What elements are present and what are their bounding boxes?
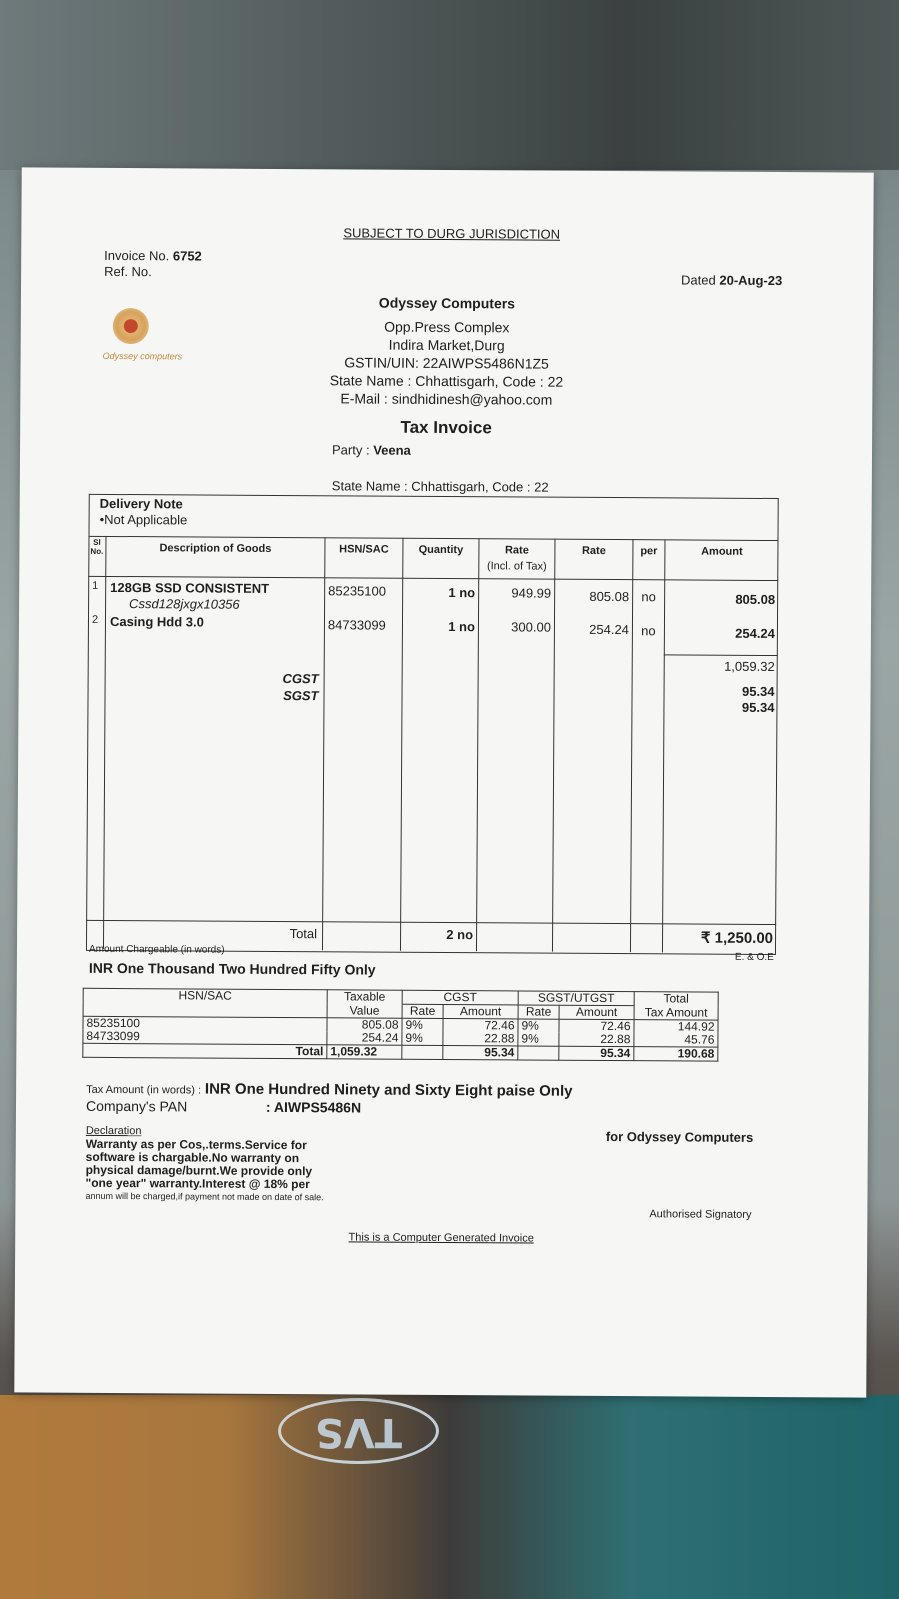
tax-total-row <box>83 1043 718 1061</box>
company-address-1: Opp.Press Complex <box>384 318 510 336</box>
pan-label: Company's PAN <box>85 1097 188 1115</box>
party-label: Party : <box>331 442 370 458</box>
delivery-note <box>100 496 188 529</box>
row1-amount: 805.08 <box>735 591 776 608</box>
sgst-amount: 95.34 <box>741 699 775 716</box>
tax-row1-total: 144.92 <box>634 1020 718 1034</box>
delivery-note-label: Delivery Note <box>99 495 183 512</box>
party <box>332 442 411 457</box>
col-header-rate-incl: Rate <box>504 544 529 557</box>
tax-words-value: INR One Hundred Ninety and Sixty Eight paise Only <box>204 1080 573 1100</box>
sgst-label: SGST <box>283 688 319 704</box>
col-header-quantity: Quantity <box>418 543 464 557</box>
row1-serial: Cssd128jxgx10356 <box>129 596 240 612</box>
row2-rate: 254.24 <box>589 621 629 638</box>
document-title: Tax Invoice <box>400 417 492 438</box>
col-header-sl: Sl No. <box>90 537 104 556</box>
pan-value: : AIWPS5486N <box>265 1098 362 1116</box>
tax-col-total: Total <box>634 992 718 1007</box>
tax-col-sgst-amount: Amount <box>559 1005 634 1019</box>
total-label: Total <box>289 926 318 942</box>
cgst-amount: 95.34 <box>741 683 775 700</box>
tax-row2-hsn: 84733099 <box>83 1030 327 1045</box>
declaration-line-4: "one year" warranty.Interest @ 18% per <box>85 1175 310 1192</box>
background-surface-bottom <box>0 1395 899 1599</box>
tax-col-hsn: HSN/SAC <box>83 988 327 1017</box>
company-name: Odyssey Computers <box>378 294 516 312</box>
tax-row2-cgst-amount: 22.88 <box>443 1032 518 1046</box>
declaration-label: Declaration <box>85 1124 142 1138</box>
tax-row1-cgst-rate: 9% <box>402 1018 443 1032</box>
tax-col-value: Value <box>327 1004 402 1018</box>
tax-row2-total: 45.76 <box>634 1033 718 1047</box>
row2-rate-incl: 300.00 <box>511 619 551 635</box>
subtotal-amount: 1,059.32 <box>724 658 775 675</box>
row2-per: no <box>641 623 656 639</box>
declaration-line-1: Warranty as per Cos,.terms.Service for <box>85 1136 307 1153</box>
row2-amount: 254.24 <box>735 625 775 642</box>
declaration <box>85 1125 324 1204</box>
total-quantity: 2 no <box>446 927 474 943</box>
tax-col-sgst-rate: Rate <box>518 1005 559 1019</box>
footer-text: This is a Computer Generated Invoice <box>348 1231 534 1245</box>
invoice-date <box>681 272 782 288</box>
tax-row1-taxable: 805.08 <box>327 1018 402 1032</box>
tax-col-cgst-rate: Rate <box>402 1004 443 1018</box>
eoe-note: E. & O.E <box>734 951 774 964</box>
background-brand-logo: TVS <box>278 1398 439 1464</box>
row2-hsn: 84733099 <box>327 617 386 633</box>
row1-rate: 805.08 <box>589 588 630 605</box>
col-header-amount: Amount <box>701 545 743 558</box>
tax-row2-sgst-amount: 22.88 <box>559 1033 634 1047</box>
company-email: E-Mail : sindhidinesh@yahoo.com <box>340 390 553 408</box>
tax-summary-table <box>82 988 718 1062</box>
declaration-line-3: physical damage/burnt.We provide only <box>85 1162 313 1179</box>
col-header-description: Description of Goods <box>159 542 272 555</box>
tax-total-taxable: 1,059.32 <box>327 1045 402 1059</box>
company-block <box>20 291 873 410</box>
tax-total-label: Total <box>83 1043 327 1058</box>
tax-col-cgst-amount: Amount <box>443 1004 518 1018</box>
invoice-paper <box>14 167 873 1397</box>
company-pan <box>86 1098 361 1116</box>
tax-row1-cgst-amount: 72.46 <box>443 1018 518 1032</box>
company-address-2: Indira Market,Durg <box>388 336 505 354</box>
tax-row2-cgst-rate: 9% <box>402 1032 443 1046</box>
tax-total-cgst-amount: 95.34 <box>443 1045 518 1059</box>
ref-no-label: Ref. No. <box>104 263 152 280</box>
tax-col-cgst: CGST <box>402 990 518 1005</box>
jurisdiction-note: SUBJECT TO DURG JURISDICTION <box>343 225 561 242</box>
invoice-no-label: Invoice No. <box>104 247 170 264</box>
company-state: State Name : Chhattisgarh, Code : 22 <box>329 372 564 390</box>
items-table <box>86 494 779 955</box>
grand-total: ₹ 1,250.00 <box>700 929 774 948</box>
delivery-note-value: •Not Applicable <box>99 511 188 528</box>
footer-note <box>15 1229 867 1246</box>
tax-total-sgst-rate <box>518 1046 559 1060</box>
logo-text: Odyssey computers <box>102 350 183 362</box>
row1-hsn: 85235100 <box>328 583 387 599</box>
for-company: for Odyssey Computers <box>605 1128 754 1145</box>
row1-description: 128GB SSD CONSISTENT <box>110 579 270 596</box>
tax-row2-taxable: 254.24 <box>327 1031 402 1045</box>
party-name: Veena <box>373 442 411 458</box>
tax-col-tax-amount: Tax Amount <box>634 1006 718 1021</box>
background-surface-top <box>0 0 899 170</box>
authorised-signatory: Authorised Signatory <box>649 1208 752 1221</box>
row2-quantity: 1 no <box>448 619 475 635</box>
amount-words-label: Amount Chargeable (in words) <box>88 943 225 956</box>
tax-row2-sgst-rate: 9% <box>518 1032 559 1046</box>
row1-rate-incl: 949.99 <box>511 585 552 601</box>
tax-col-taxable: Taxable <box>327 990 402 1004</box>
col-header-rate: Rate <box>581 544 606 557</box>
col-header-hsn: HSN/SAC <box>339 543 389 556</box>
tax-row1-hsn: 85235100 <box>83 1016 327 1031</box>
tax-total-amount: 190.68 <box>634 1047 718 1062</box>
tax-total-sgst-amount: 95.34 <box>559 1046 634 1060</box>
row1-quantity: 1 no <box>448 585 476 601</box>
col-header-rate-incl-sub: (Incl. of Tax) <box>486 560 547 573</box>
row1-per: no <box>641 589 656 605</box>
invoice-number: 6752 <box>172 248 202 264</box>
tax-total-cgst-rate <box>402 1045 443 1059</box>
row2-description: Casing Hdd 3.0 <box>109 613 204 630</box>
tax-words-label: Tax Amount (in words) : <box>86 1083 202 1097</box>
cgst-label: CGST <box>282 671 319 687</box>
tax-row1-sgst-amount: 72.46 <box>559 1019 634 1033</box>
company-gstin: GSTIN/UIN: 22AIWPS5486N1Z5 <box>344 354 549 372</box>
declaration-line-5: annum will be charged,if payment not made on date of sale. <box>85 1190 324 1203</box>
invoice-info <box>104 248 202 281</box>
tax-amount-words <box>86 1080 572 1100</box>
row1-sl: 1 <box>92 579 99 592</box>
row2-sl: 2 <box>91 613 99 626</box>
declaration-line-2: software is chargable.No warranty on <box>85 1149 300 1166</box>
tax-row1-sgst-rate: 9% <box>518 1019 559 1033</box>
tax-col-sgst: SGST/UTGST <box>518 991 634 1006</box>
amount-in-words: INR One Thousand Two Hundred Fifty Only <box>88 959 376 978</box>
date-value: 20-Aug-23 <box>719 272 783 289</box>
dated-label: Dated <box>681 272 716 288</box>
col-header-per: per <box>640 545 658 558</box>
party-state: State Name : Chhattisgarh, Code : 22 <box>331 478 549 495</box>
